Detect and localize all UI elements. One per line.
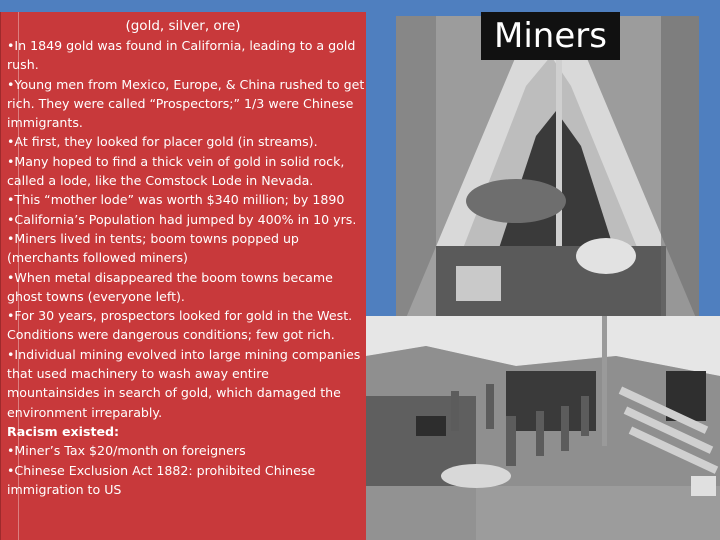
bullet-item: •Miner’s Tax $20/month on foreigners (7, 443, 246, 459)
tent-photo (396, 16, 699, 318)
bullet-item: •California’s Population had jumped by 400% in 10 yrs. (7, 211, 357, 227)
bullet-item: •At first, they looked for placer gold (in streams). (7, 134, 318, 150)
bullet-item: •Young men from Mexico, Europe, & China rushed to get rich. They were called “Prospectors;” 1/3 were Chinese immigrants. (7, 76, 365, 131)
bullet-item: •Individual mining evolved into large mining companies that used machinery to wash away entire mountainsides in search of gold, which damaged the environment irreparably. (7, 346, 361, 420)
bullet-item: •Many hoped to find a thick vein of gold in solid rock, called a lode, like the Comstock Lode in Nevada. (7, 153, 345, 189)
bullet-item: •This “mother lode” was worth $340 million; by 1890 (7, 192, 345, 208)
bullet-item: •Miners lived in tents; boom towns popped up (merchants followed miners) (7, 230, 299, 266)
bullet-item: •In 1849 gold was found in California, leading to a gold rush. (7, 38, 356, 73)
bullet-list (7, 36, 365, 499)
slide-title: Miners (481, 12, 620, 60)
text-panel (0, 12, 366, 540)
bullet-item: •For 30 years, prospectors looked for gold in the West. Conditions were dangerous conditions; few got rich. (7, 308, 353, 343)
bullet-item: •When metal disappeared the boom towns became ghost towns (everyone left). (7, 269, 333, 304)
mine-photo-image (366, 316, 720, 540)
racism-heading: Racism existed: (7, 423, 120, 439)
panel-heading: (gold, silver, ore) (125, 18, 241, 34)
mine-photo (366, 316, 720, 540)
bullet-item: •Chinese Exclusion Act 1882: prohibited Chinese immigration to US (7, 462, 316, 497)
tent-photo-image (396, 16, 699, 318)
